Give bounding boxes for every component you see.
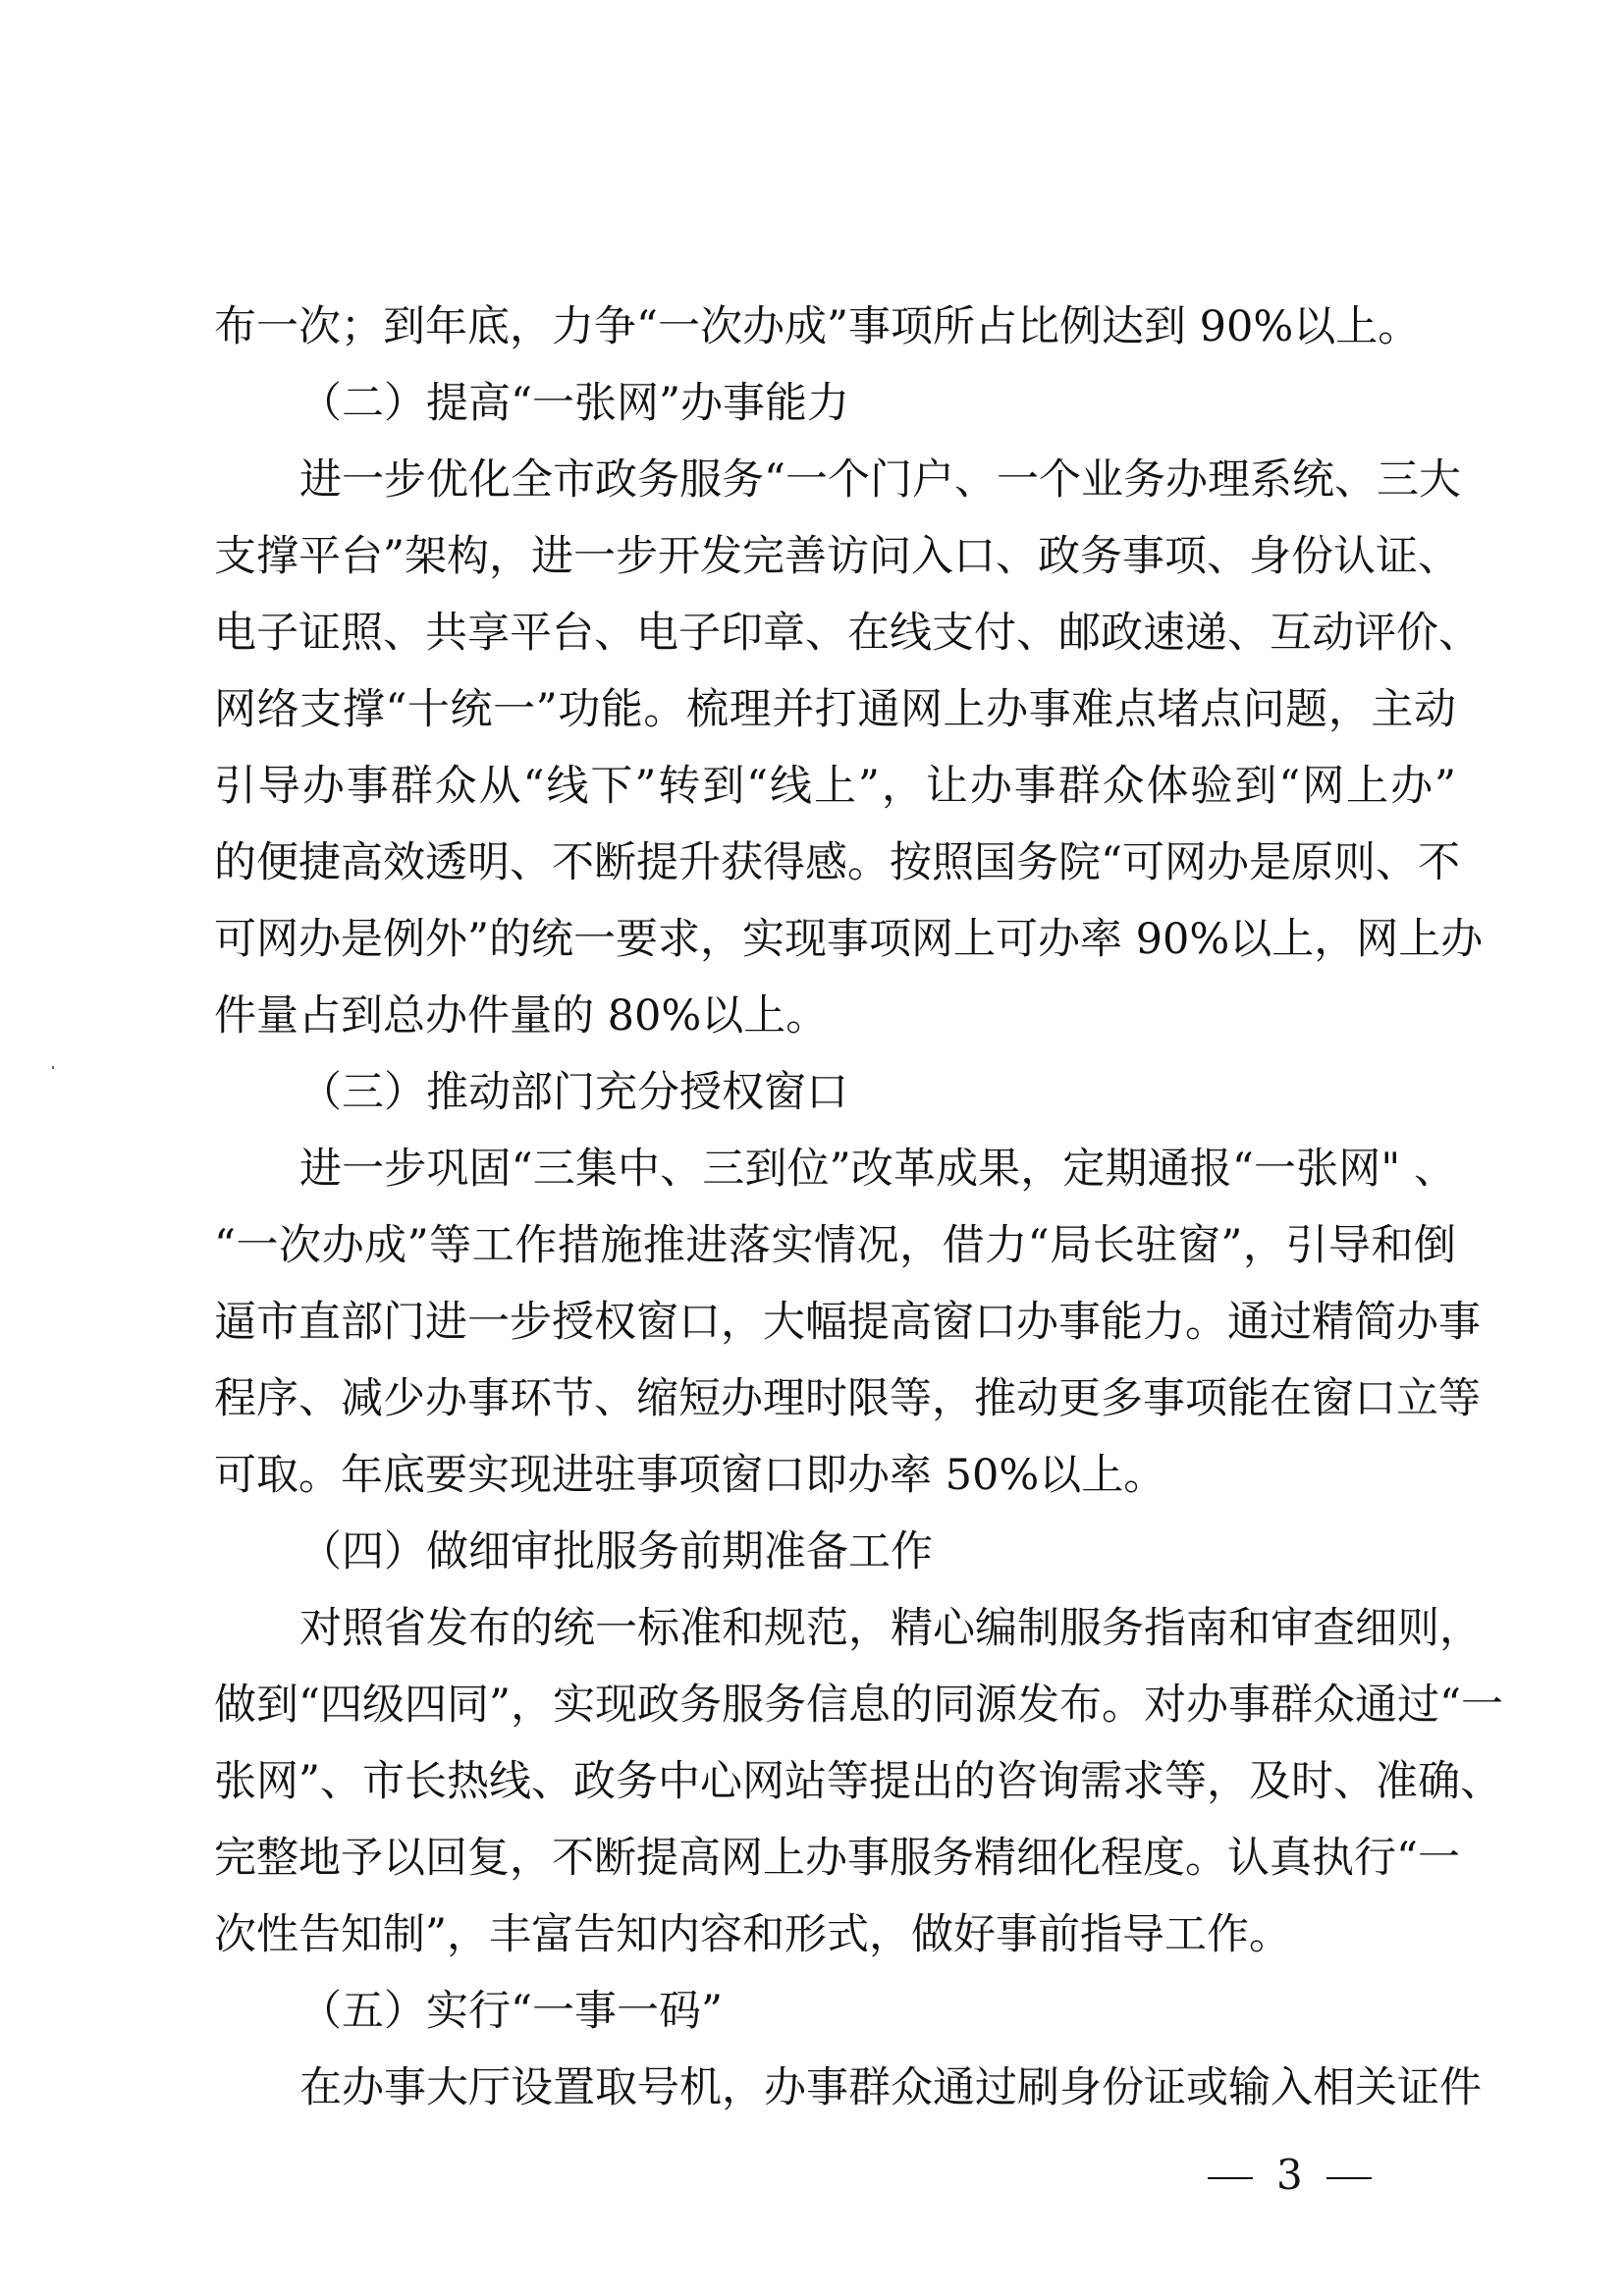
text-line: 可取。年底要实现进驻事项窗口即办率 50%以上。 [214, 1451, 1166, 1500]
text-line: 可网办是例外”的统一要求，实现事项网上可办率 90%以上，网上办 [214, 915, 1484, 964]
text-line: 张网”、市长热线、政务中心网站等提出的咨询需求等，及时、准确、 [214, 1757, 1502, 1806]
text-line: 程序、减少办事环节、缩短办理时限等，推动更多事项能在窗口立等 [214, 1374, 1481, 1423]
text-line: 进一步巩固“三集中、三到位”改革成果，定期通报“一张网" 、 [299, 1145, 1456, 1194]
text-line: 进一步优化全市政务服务“一个门户、一个业务办理系统、三大 [299, 455, 1461, 505]
text-line: 逼市直部门进一步授权窗口，大幅提高窗口办事能力。通过精简办事 [214, 1298, 1481, 1347]
text-line: 做到“四级四同”，实现政务服务信息的同源发布。对办事群众通过“一 [214, 1681, 1503, 1730]
section-heading: （五）实行“一事一码” [299, 1987, 723, 2036]
text-line: 的便捷高效透明、不断提升获得感。按照国务院“可网办是原则、不 [214, 838, 1460, 887]
text-line: 支撑平台”架构，进一步开发完善访问入口、政务事项、身份认证、 [214, 532, 1460, 581]
page-number [1208, 2146, 1372, 2205]
text-line: 网络支撑“十统一”功能。梳理并打通网上办事难点堵点问题，主动 [214, 685, 1456, 734]
section-heading: （三）推动部门充分授权窗口 [299, 1068, 848, 1117]
text-line: 完整地予以回复，不断提高网上办事服务精细化程度。认真执行“一 [214, 1834, 1460, 1883]
page-number-dash-right [1326, 2177, 1372, 2179]
section-heading: （二）提高“一张网”办事能力 [299, 379, 849, 428]
section-heading: （四）做细审批服务前期准备工作 [299, 1527, 933, 1576]
page-number-value: 3 [1276, 2151, 1303, 2199]
text-line: “一次办成”等工作措施推进落实情况，借力“局长驻窗”，引导和倒 [214, 1221, 1456, 1270]
text-line: 对照省发布的统一标准和规范，精心编制服务指南和审查细则， [299, 1604, 1482, 1653]
text-line: 电子证照、共享平台、电子印章、在线支付、邮政速递、互动评价、 [214, 609, 1481, 658]
text-line: 在办事大厅设置取号机，办事群众通过刷身份证或输入相关证件 [299, 2063, 1482, 2112]
text-line: 引导办事群众从“线下”转到“线上”，让办事群众体验到“网上办” [214, 762, 1456, 811]
text-line: 次性告知制”，丰富告知内容和形式，做好事前指导工作。 [214, 1910, 1291, 1959]
text-line: 件量占到总办件量的 80%以上。 [214, 991, 829, 1041]
text-line: 布一次；到年底，力争“一次办成”事项所占比例达到 90%以上。 [214, 302, 1421, 351]
page-number-dash-left [1208, 2177, 1253, 2179]
